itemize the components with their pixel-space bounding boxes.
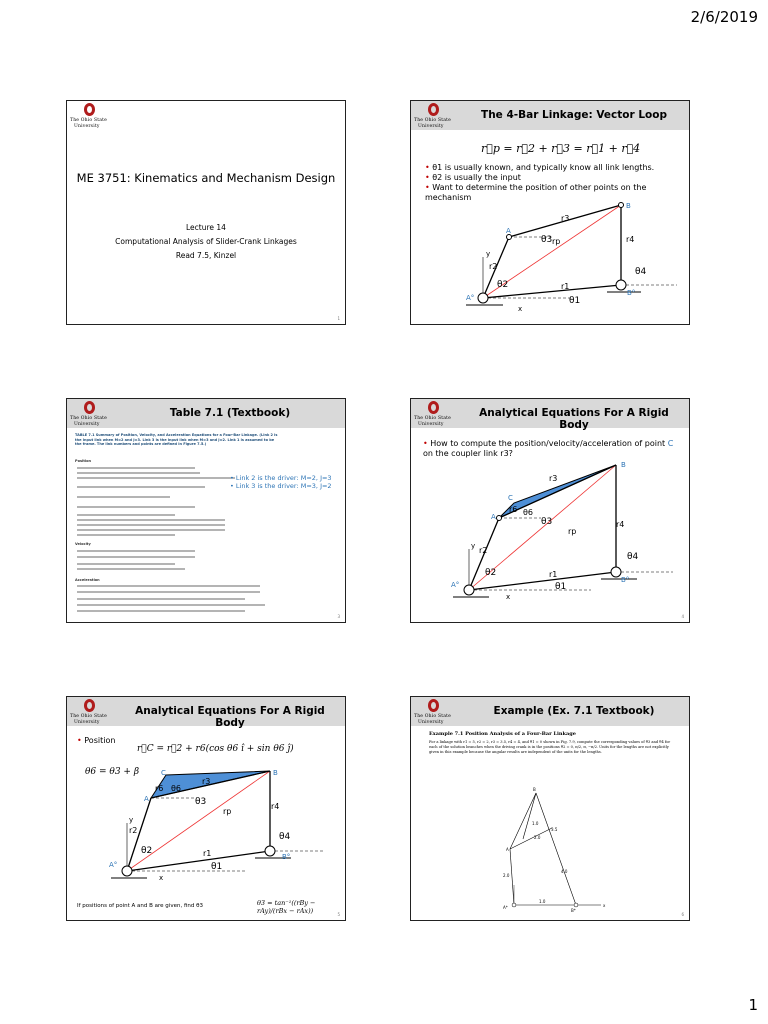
point-b0-label: B° (621, 576, 630, 584)
example-text: For a linkage with r1 = 5, r2 = 2, r3 = 3.5, r4 = 4, and θ1 = 0 shown in Fig. 7.9, compute the corresponding values of θ3 and θ4 for each of the solution branches when the driving crank is in the positions θ2 = 0, π/2, π, −π/2. Units for the lengths are not explicitly given in this example because the angular results are independent of the units for the lengths. (429, 740, 671, 754)
slide-title: Example (Ex. 7.1 Textbook) (493, 705, 655, 717)
section-position: Position (75, 459, 92, 463)
driver-bullets: • Link 2 is the driver: M=2, J=3 • Link 3 is the driver: M=3, J=2 (230, 474, 332, 490)
r2-label: r2 (489, 262, 498, 271)
slide-3 (66, 398, 346, 623)
point-b-label: B (626, 202, 631, 210)
ex-point-a0-label: A* (503, 905, 508, 910)
bullet-list: • θ1 is usually known, and typically know all link lengths. • θ2 is usually the input • Want to determine the position of other points on the mechanism (425, 163, 655, 202)
ex-dim-35: 3.5 (551, 827, 558, 832)
r4-label: r4 (271, 802, 280, 811)
ex-dim-2b: 2.0 (503, 873, 510, 878)
osu-o-icon (84, 699, 95, 712)
footer-note: If positions of point A and B are given, find θ3 (77, 903, 203, 909)
rigid-body-diagram (67, 767, 346, 887)
slide-1 (66, 100, 346, 325)
theta3-label: θ3 (541, 517, 553, 527)
theta2-label: θ2 (141, 846, 153, 856)
position-bullet: • Position (77, 736, 116, 745)
course-title: ME 3751: Kinematics and Mechanism Design (76, 171, 336, 185)
theta6-label: θ6 (523, 508, 533, 517)
section-velocity: Velocity (75, 542, 91, 546)
slide-title: The 4-Bar Linkage: Vector Loop (481, 109, 667, 121)
y-axis-label: y (486, 250, 491, 258)
r4-label: r4 (626, 235, 635, 244)
ex-point-b-label: B (533, 787, 536, 792)
ex-x-axis-label: x (603, 903, 606, 908)
y-axis-label: y (129, 816, 134, 824)
r6-label: r6 (155, 784, 164, 793)
theta3-formula: θ3 = tan⁻¹((rBy − rAy)/(rBx − rAx)) (257, 899, 316, 915)
theta1-label: θ1 (555, 582, 567, 592)
r2-label: r2 (129, 826, 138, 835)
point-b-label: B (273, 769, 278, 777)
theta6-label: θ6 (171, 784, 181, 793)
slide-number: 6 (681, 912, 684, 917)
bullet-text: • How to compute the position/velocity/acceleration of point C on the coupler link r3? (423, 439, 674, 458)
slide-5 (66, 696, 346, 921)
reading: Read 7.5, Kinzel (175, 251, 237, 260)
osu-logo: The Ohio State University (70, 401, 116, 429)
slide-number: 4 (681, 614, 684, 619)
page-date: 2/6/2019 (690, 8, 758, 26)
theta2-label: θ2 (485, 568, 497, 578)
table-caption: TABLE 7.1 Summary of Position, Velocity, and Acceleration Equations for a Four-Bar Linkage. (Link 2 is the input link when M=2 and J=3. Link 3 is the input link when M=3 and J=2. Link 1 is assumed to be the frame. The link numbers and points are defined in Figure 7.5.) (75, 433, 278, 447)
point-a0-label: A° (451, 581, 460, 589)
point-b-label: B (621, 461, 626, 469)
point-a-label: A (491, 513, 496, 521)
x-axis-label: x (159, 874, 164, 882)
slide-title: Table 7.1 (Textbook) (169, 407, 291, 419)
slide-6 (410, 696, 690, 921)
rp-label: rp (223, 807, 232, 816)
point-a-label: A (506, 227, 511, 235)
x-axis-label: x (506, 593, 511, 601)
theta3-label: θ3 (541, 235, 553, 245)
point-b0-label: B° (627, 289, 636, 297)
linkage-diagram (411, 199, 690, 325)
slide-number: 5 (337, 912, 340, 917)
r6-label: r6 (509, 505, 518, 514)
rigid-body-diagram (411, 457, 690, 623)
point-a-label: A (144, 795, 149, 803)
r3-label: r3 (561, 214, 570, 223)
section-acceleration: Acceleration (75, 578, 100, 582)
slide-title: Analytical Equations For A Rigid Body (479, 407, 669, 431)
osu-o-icon (428, 699, 439, 712)
theta4-label: θ4 (279, 832, 291, 842)
example-diagram (411, 773, 690, 918)
osu-o-icon (84, 103, 95, 116)
ex-dim-4: 4.0 (561, 869, 568, 874)
r1-label: r1 (561, 282, 570, 291)
osu-logo: The Ohio State University (70, 103, 116, 131)
x-axis-label: x (518, 305, 523, 313)
osu-logo: The Ohio State University (414, 401, 460, 429)
theta3-label: θ3 (195, 797, 207, 807)
theta6-equation: θ6 = θ3 + β (85, 767, 140, 777)
osu-o-icon (84, 401, 95, 414)
theta1-label: θ1 (569, 296, 581, 306)
r3-label: r3 (202, 777, 211, 786)
r4-label: r4 (616, 520, 625, 529)
r3-label: r3 (549, 474, 558, 483)
rp-label: rp (568, 527, 577, 536)
lecture-label: Lecture 14 (186, 223, 226, 232)
osu-logo: The Ohio State University (70, 699, 116, 727)
slide-number: 3 (337, 614, 340, 619)
point-a0-label: A° (109, 861, 118, 869)
rp-label: rp (552, 237, 561, 246)
osu-logo: The Ohio State University (414, 103, 460, 131)
osu-logo: The Ohio State University (414, 699, 460, 727)
position-equation: r⃗C = r⃗2 + r6(cos θ6 î + sin θ6 ĵ) (137, 744, 294, 754)
theta4-label: θ4 (627, 552, 639, 562)
ex-dim-2: 2.0 (534, 835, 541, 840)
lecture-subtitle: Computational Analysis of Slider-Crank Linkages (115, 237, 297, 246)
point-b0-label: B° (282, 853, 291, 861)
point-a0-label: A° (466, 294, 475, 302)
slide-number: 1 (337, 316, 340, 321)
slide-4 (410, 398, 690, 623)
ex-point-b0-label: B* (571, 908, 576, 913)
ex-point-a-label: A (506, 847, 509, 852)
vector-loop-equation: r⃗p = r⃗2 + r⃗3 = r⃗1 + r⃗4 (481, 142, 641, 155)
point-c-label: C (508, 494, 513, 502)
page-number: 1 (748, 996, 758, 1014)
r2-label: r2 (479, 546, 488, 555)
example-title: Example 7.1 Position Analysis of a Four-Bar Linkage (429, 731, 576, 737)
slide-title: Analytical Equations For A Rigid Body (135, 705, 325, 729)
r1-label: r1 (549, 570, 558, 579)
point-c-label: C (161, 769, 166, 777)
y-axis-label: y (471, 542, 476, 550)
r1-label: r1 (203, 849, 212, 858)
osu-o-icon (428, 401, 439, 414)
slide-2 (410, 100, 690, 325)
theta1-label: θ1 (211, 862, 223, 872)
theta2-label: θ2 (497, 280, 509, 290)
ex-dim-1b: 1.0 (539, 899, 546, 904)
theta4-label: θ4 (635, 267, 647, 277)
osu-o-icon (428, 103, 439, 116)
ex-dim-1: 1.0 (532, 821, 539, 826)
